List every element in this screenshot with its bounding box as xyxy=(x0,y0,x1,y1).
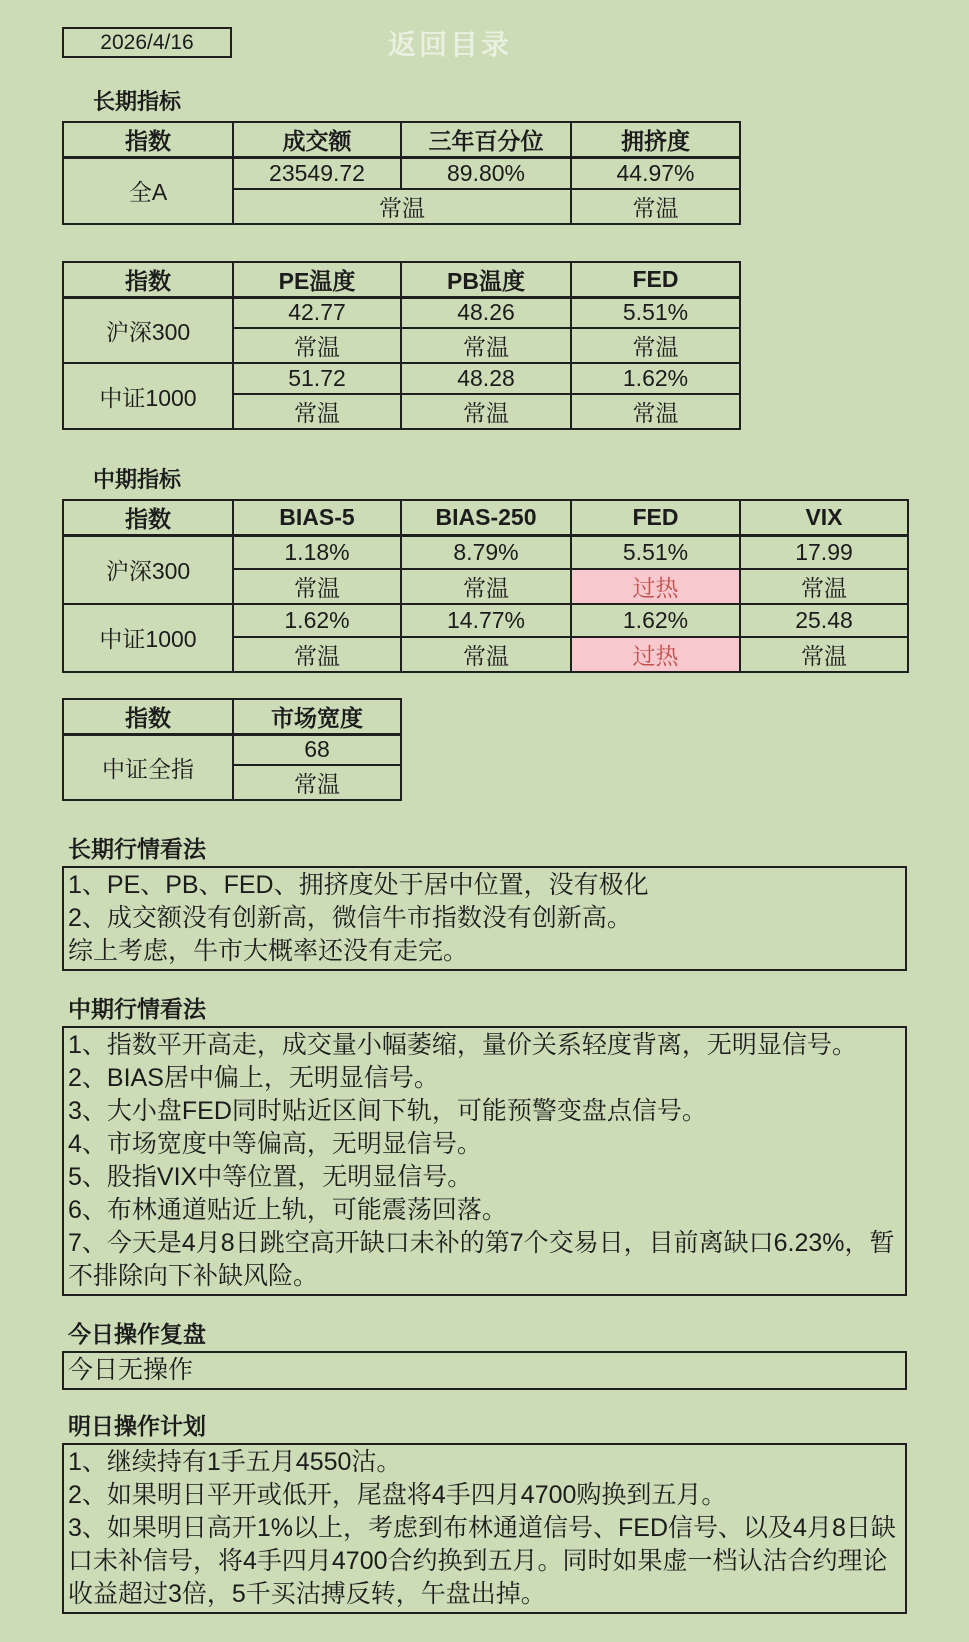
status-cell: 常温 xyxy=(233,328,401,363)
section-title-today-review: 今日操作复盘 xyxy=(68,1321,206,1347)
value-cell: 51.72 xyxy=(233,363,401,394)
column-header: 指数 xyxy=(63,122,233,158)
column-header: BIAS-250 xyxy=(401,500,571,536)
value-cell: 48.28 xyxy=(401,363,571,394)
section-title-long-term-view: 长期行情看法 xyxy=(68,836,206,862)
table-header-row xyxy=(63,262,740,298)
status-cell: 常温 xyxy=(233,765,401,800)
date-text: 2026/4/16 xyxy=(100,30,194,54)
long-term-view-box xyxy=(62,866,907,971)
table-row xyxy=(63,734,401,765)
column-header: FED xyxy=(571,500,740,536)
mid-term-indicator-table xyxy=(62,499,909,673)
column-header: 三年百分位 xyxy=(401,122,571,158)
section-title-long-term-indicators: 长期指标 xyxy=(93,89,182,114)
index-cell: 沪深300 xyxy=(63,536,233,604)
status-cell: 常温 xyxy=(233,394,401,429)
text-line: 7、今天是4月8日跳空高开缺口未补的第7个交易日，目前离缺口6.23%，暂不排除向下补缺风险。 xyxy=(68,1229,895,1290)
status-cell: 常温 xyxy=(740,637,908,672)
status-cell: 常温 xyxy=(401,328,571,363)
section-title-mid-term-indicators: 中期指标 xyxy=(93,467,182,492)
date-box xyxy=(62,27,232,58)
today-review-box xyxy=(62,1351,907,1390)
long-term-summary-table xyxy=(62,121,741,225)
value-cell: 17.99 xyxy=(740,536,908,569)
text-line: 6、布林通道贴近上轨，可能震荡回落。 xyxy=(68,1196,507,1224)
index-cell: 中证全指 xyxy=(63,734,233,800)
value-cell: 5.51% xyxy=(571,297,740,328)
text-line: 2、如果明日平开或低开，尾盘将4手四月4700购换到五月。 xyxy=(68,1481,727,1509)
section-title-mid-term-view: 中期行情看法 xyxy=(68,996,206,1022)
status-cell-overheat: 过热 xyxy=(571,569,740,604)
column-header: FED xyxy=(571,262,740,298)
index-cell: 沪深300 xyxy=(63,297,233,363)
column-header: 指数 xyxy=(63,262,233,298)
column-header: 市场宽度 xyxy=(233,699,401,735)
value-cell-percentile: 89.80% xyxy=(401,158,571,189)
index-cell: 中证1000 xyxy=(63,363,233,429)
back-to-toc-link[interactable]: 返回目录 xyxy=(387,29,513,60)
status-cell: 常温 xyxy=(401,569,571,604)
status-cell: 常温 xyxy=(571,394,740,429)
column-header: 指数 xyxy=(63,500,233,536)
text-line: 综上考虑，牛市大概率还没有走完。 xyxy=(68,937,469,965)
table-row xyxy=(63,297,740,328)
table-row xyxy=(63,158,740,189)
text-line: 4、市场宽度中等偏高，无明显信号。 xyxy=(68,1130,482,1158)
column-header: VIX xyxy=(740,500,908,536)
text-line: 2、BIAS居中偏上，无明显信号。 xyxy=(68,1064,439,1092)
status-cell-crowding: 常温 xyxy=(571,189,740,224)
index-cell: 全A xyxy=(63,158,233,224)
value-cell: 42.77 xyxy=(233,297,401,328)
value-cell: 68 xyxy=(233,734,401,765)
column-header: PE温度 xyxy=(233,262,401,298)
table-header-row xyxy=(63,500,908,536)
status-cell: 常温 xyxy=(401,394,571,429)
value-cell: 1.62% xyxy=(571,363,740,394)
status-cell: 常温 xyxy=(740,569,908,604)
text-line: 3、大小盘FED同时贴近区间下轨，可能预警变盘点信号。 xyxy=(68,1097,707,1125)
column-header: 成交额 xyxy=(233,122,401,158)
value-cell: 1.18% xyxy=(233,536,401,569)
section-title-tomorrow-plan: 明日操作计划 xyxy=(68,1413,206,1439)
index-cell: 中证1000 xyxy=(63,604,233,672)
column-header: PB温度 xyxy=(401,262,571,298)
text-line: 2、成交额没有创新高，微信牛市指数没有创新高。 xyxy=(68,904,632,932)
status-cell: 常温 xyxy=(233,569,401,604)
column-header: BIAS-5 xyxy=(233,500,401,536)
text-line: 1、PE、PB、FED、拥挤度处于居中位置，没有极化 xyxy=(68,871,649,899)
value-cell: 1.62% xyxy=(233,604,401,637)
long-term-valuation-table xyxy=(62,261,741,431)
text-line: 今日无操作 xyxy=(68,1356,194,1384)
column-header: 拥挤度 xyxy=(571,122,740,158)
value-cell: 25.48 xyxy=(740,604,908,637)
text-line: 1、继续持有1手五月4550沽。 xyxy=(68,1448,402,1476)
text-line: 5、股指VIX中等位置，无明显信号。 xyxy=(68,1163,473,1191)
value-cell: 14.77% xyxy=(401,604,571,637)
table-row xyxy=(63,363,740,394)
table-row xyxy=(63,536,908,569)
text-line: 3、如果明日高开1%以上，考虑到布林通道信号、FED信号、以及4月8日缺口未补信号，将4手四月4700合约换到五月。同时如果虚一档认沽合约理论收益超过3倍，5千买沽搏反转，午盘出掉。 xyxy=(68,1514,896,1608)
table-header-row xyxy=(63,699,401,735)
value-cell: 5.51% xyxy=(571,536,740,569)
status-cell: 常温 xyxy=(571,328,740,363)
value-cell: 48.26 xyxy=(401,297,571,328)
text-line: 1、指数平开高走，成交量小幅萎缩，量价关系轻度背离，无明显信号。 xyxy=(68,1031,857,1059)
table-row xyxy=(63,604,908,637)
table-header-row xyxy=(63,122,740,158)
column-header: 指数 xyxy=(63,699,233,735)
value-cell: 8.79% xyxy=(401,536,571,569)
status-cell-overheat: 过热 xyxy=(571,637,740,672)
tomorrow-plan-box xyxy=(62,1443,907,1614)
value-cell: 1.62% xyxy=(571,604,740,637)
status-cell-turnover: 常温 xyxy=(233,189,571,224)
status-cell: 常温 xyxy=(401,637,571,672)
market-breadth-table xyxy=(62,698,402,802)
value-cell-turnover: 23549.72 xyxy=(233,158,401,189)
mid-term-view-box xyxy=(62,1026,907,1296)
status-cell: 常温 xyxy=(233,637,401,672)
value-cell-crowding: 44.97% xyxy=(571,158,740,189)
